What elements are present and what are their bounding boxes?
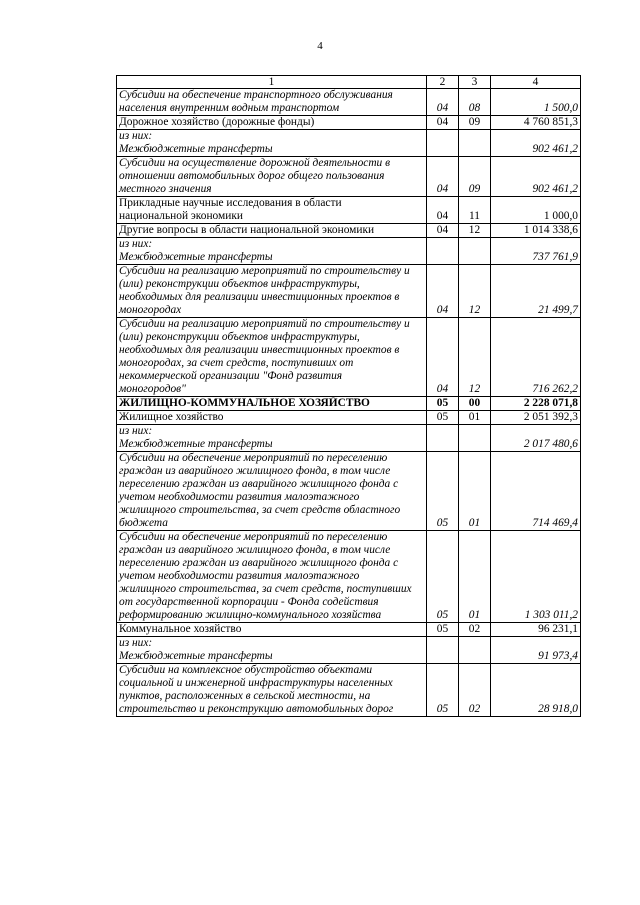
row-name-line: из них:: [119, 238, 153, 250]
table-row: [117, 425, 581, 452]
subsection-code: 00: [459, 397, 491, 411]
subsection-code: [459, 130, 491, 157]
row-amount: 902 461,2: [491, 157, 581, 197]
row-amount: 1 014 338,6: [491, 224, 581, 238]
row-name-line: пунктов, расположенных в сельской местности, на: [119, 690, 371, 702]
row-name: [117, 318, 427, 397]
row-name-line: Субсидии на комплексное обустройство объектами: [119, 664, 373, 676]
section-code: [427, 130, 459, 157]
row-name-line: некоммерческой организации "Фонд развития: [119, 370, 343, 382]
row-name-line: местного значения: [119, 183, 212, 195]
row-name-line: из них:: [119, 637, 153, 649]
subsection-code: 09: [459, 157, 491, 197]
row-amount: 1 000,0: [491, 197, 581, 224]
row-name-line: Субсидии на обеспечение мероприятий по переселению: [119, 452, 388, 464]
row-name-line: граждан из аварийного жилищного фонда, в том числе: [119, 544, 391, 556]
row-name: [117, 130, 427, 157]
subsection-code: 11: [459, 197, 491, 224]
row-name-line: Субсидии на реализацию мероприятий по строительству и: [119, 318, 410, 330]
row-name-line: из них:: [119, 425, 153, 437]
section-code: 04: [427, 89, 459, 116]
table-header-row: [117, 76, 581, 89]
section-code: 05: [427, 397, 459, 411]
row-name-line: Субсидии на осуществление дорожной деятельности в: [119, 157, 391, 169]
subsection-code: [459, 425, 491, 452]
row-name-line: социальной и инженерной инфраструктуры населенных: [119, 677, 393, 689]
row-name: [117, 224, 427, 238]
row-name-line: учетом необходимости развития малоэтажного: [119, 570, 360, 582]
budget-table: [116, 75, 581, 717]
table-row: [117, 130, 581, 157]
row-name-line: Другие вопросы в области национальной экономики: [119, 224, 375, 236]
row-amount: 96 231,1: [491, 623, 581, 637]
row-name-line: необходимых для реализации инвестиционных проектов в: [119, 344, 400, 356]
table-row: [117, 238, 581, 265]
row-name-line: Прикладные научные исследования в области: [119, 197, 342, 209]
subsection-code: 01: [459, 411, 491, 425]
section-code: 04: [427, 197, 459, 224]
row-amount: 714 469,4: [491, 452, 581, 531]
row-name-line: Межбюджетные трансферты: [119, 143, 273, 155]
header-col-2: 2: [427, 76, 459, 89]
row-name: [117, 637, 427, 664]
row-name-line: необходимых для реализации инвестиционных проектов в: [119, 291, 400, 303]
row-name-line: населения внутренним водным транспортом: [119, 102, 340, 114]
row-name: [117, 425, 427, 452]
subsection-code: [459, 637, 491, 664]
table-row: [117, 411, 581, 425]
row-amount: 716 262,2: [491, 318, 581, 397]
row-amount: 902 461,2: [491, 130, 581, 157]
section-code: [427, 238, 459, 265]
section-code: 05: [427, 623, 459, 637]
row-name: [117, 664, 427, 717]
row-name: [117, 531, 427, 623]
row-amount: 2 051 392,3: [491, 411, 581, 425]
row-name: [117, 452, 427, 531]
page-number: 4: [317, 40, 323, 52]
subsection-code: [459, 238, 491, 265]
row-name: [117, 397, 427, 411]
table-row: [117, 623, 581, 637]
section-code: 04: [427, 265, 459, 318]
subsection-code: 12: [459, 224, 491, 238]
row-name-line: бюджета: [119, 517, 168, 529]
row-name-line: ЖИЛИЩНО-КОММУНАЛЬНОЕ ХОЗЯЙСТВО: [119, 397, 370, 409]
row-amount: 1 303 011,2: [491, 531, 581, 623]
row-name-line: Межбюджетные трансферты: [119, 438, 273, 450]
row-name: [117, 411, 427, 425]
row-name-line: Межбюджетные трансферты: [119, 251, 273, 263]
section-code: 04: [427, 224, 459, 238]
table-row: [117, 224, 581, 238]
subsection-code: 12: [459, 265, 491, 318]
table-row: [117, 664, 581, 717]
subsection-code: 02: [459, 623, 491, 637]
row-name-line: Дорожное хозяйство (дорожные фонды): [119, 116, 315, 128]
row-name-line: (или) реконструкции объектов инфраструктуры,: [119, 331, 360, 343]
section-code: [427, 637, 459, 664]
row-amount: 4 760 851,3: [491, 116, 581, 130]
row-name-line: (или) реконструкции объектов инфраструктуры,: [119, 278, 360, 290]
table-row: [117, 397, 581, 411]
row-name: [117, 89, 427, 116]
row-amount: 91 973,4: [491, 637, 581, 664]
subsection-code: 02: [459, 664, 491, 717]
row-name-line: отношении автомобильных дорог общего пользования: [119, 170, 385, 182]
section-code: [427, 425, 459, 452]
table-row: [117, 89, 581, 116]
row-name-line: переселению граждан из аварийного жилищного фонда с: [119, 557, 399, 569]
row-name-line: Жилищное хозяйство: [119, 411, 224, 423]
row-name-line: реформированию жилищно-коммунального хозяйства: [119, 609, 382, 621]
row-name-line: Субсидии на реализацию мероприятий по строительству и: [119, 265, 410, 277]
row-name-line: Субсидии на обеспечение мероприятий по переселению: [119, 531, 388, 543]
table-row: [117, 197, 581, 224]
row-name: [117, 197, 427, 224]
row-amount: 21 499,7: [491, 265, 581, 318]
row-name-line: учетом необходимости развития малоэтажного: [119, 491, 360, 503]
subsection-code: 08: [459, 89, 491, 116]
table-row: [117, 531, 581, 623]
section-code: 04: [427, 318, 459, 397]
row-name-line: Межбюджетные трансферты: [119, 650, 273, 662]
row-name-line: Субсидии на обеспечение транспортного обслуживания: [119, 89, 393, 101]
subsection-code: 01: [459, 452, 491, 531]
row-name: [117, 116, 427, 130]
row-amount: 737 761,9: [491, 238, 581, 265]
row-name-line: Коммунальное хозяйство: [119, 623, 242, 635]
row-name-line: от государственной корпорации - Фонда содействия: [119, 596, 379, 608]
row-amount: 2 017 480,6: [491, 425, 581, 452]
table-row: [117, 637, 581, 664]
header-col-4: 4: [491, 76, 581, 89]
row-name: [117, 623, 427, 637]
row-name-line: граждан из аварийного жилищного фонда, в том числе: [119, 465, 391, 477]
table-row: [117, 157, 581, 197]
row-name-line: жилищного строительства, за счет средств областного: [119, 504, 401, 516]
row-amount: 28 918,0: [491, 664, 581, 717]
table-row: [117, 452, 581, 531]
row-name: [117, 238, 427, 265]
header-col-1: 1: [117, 76, 427, 89]
table-row: [117, 318, 581, 397]
row-amount: 2 228 071,8: [491, 397, 581, 411]
table-row: [117, 116, 581, 130]
row-name-line: жилищного строительства, за счет средств, поступивших: [119, 583, 412, 595]
section-code: 05: [427, 452, 459, 531]
row-name-line: из них:: [119, 130, 153, 142]
row-name-line: переселению граждан из аварийного жилищного фонда с: [119, 478, 399, 490]
row-name-line: моногородах: [119, 304, 182, 316]
section-code: 05: [427, 411, 459, 425]
row-name-line: моногородах, за счет средств, поступивших от: [119, 357, 354, 369]
row-name: [117, 157, 427, 197]
section-code: 05: [427, 664, 459, 717]
row-name-line: моногородов": [119, 383, 186, 395]
section-code: 04: [427, 157, 459, 197]
row-name: [117, 265, 427, 318]
header-col-3: 3: [459, 76, 491, 89]
row-amount: 1 500,0: [491, 89, 581, 116]
row-name-line: строительство и реконструкцию автомобильных дорог: [119, 703, 394, 715]
section-code: 04: [427, 116, 459, 130]
table-row: [117, 265, 581, 318]
section-code: 05: [427, 531, 459, 623]
subsection-code: 12: [459, 318, 491, 397]
subsection-code: 09: [459, 116, 491, 130]
subsection-code: 01: [459, 531, 491, 623]
row-name-line: национальной экономики: [119, 210, 243, 222]
budget-table-body: [117, 76, 581, 717]
